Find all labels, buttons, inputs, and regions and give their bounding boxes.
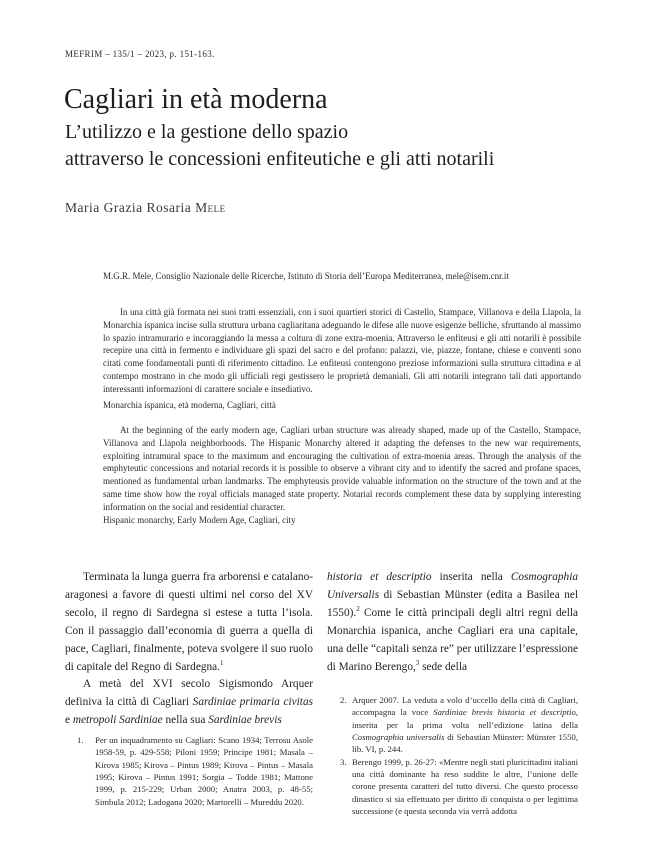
body-right-column bbox=[327, 569, 578, 676]
footnotes-left bbox=[77, 734, 313, 808]
footnote-text: , inserita per la prima volta nell’edizione latina della bbox=[352, 707, 578, 730]
abstract-english: At the beginning of the early modern age, Cagliari urban structure was already shaped, made up of the Castello, Stampace, Villanova and Llapola neighborhoods. The Hispanic Monarchy altered it adapting the defenses to the new war requirements, exploiting intramural space to the maximum and encouraging the cultivation of extra-moenia areas. Through the analysis of the emphyteutic concessions and notarial records it is possible to observe a vibrant city and to identify the sacred and profane spaces, mentioned as fundamental urban landmarks. The emphyteusis provide valuable information on the structure of the town and at the same time show how the royal officials managed state property. Notarial records complement these data by supplying interesting information on the social and residential character. bbox=[103, 425, 581, 512]
paragraph-text: Come le città principali degli altri regni della Monarchia ispanica, anche Cagliari era una capitale, una delle “capitali senza re” per utilizzare l’espressione di Marino Berengo, bbox=[327, 606, 578, 673]
footnote-3 bbox=[340, 756, 578, 818]
italic-phrase: Sardiniae brevis bbox=[208, 714, 282, 727]
italic-phrase: Sardiniae primaria civitas bbox=[192, 696, 313, 709]
subtitle-line-1: L’utilizzo e la gestione dello spazio bbox=[65, 121, 349, 143]
footnote-2 bbox=[340, 694, 578, 756]
paragraph-text: Terminata la lunga guerra fra arborensi e catalano-aragonesi a favore di questi ultimi nel corso del XV secolo, il regno di Sardegna si estese a tutta l’isola. Con il passaggio dall’economia di guerra a quella di pace, Cagliari, finalmente, poteva svolgere il suo ruolo di capitale del Regno di Sardegna. bbox=[65, 571, 313, 673]
footnote-1 bbox=[77, 734, 313, 808]
author-name bbox=[65, 200, 226, 216]
footnote-number: 1. bbox=[77, 735, 84, 745]
body-paragraph-1 bbox=[65, 569, 313, 676]
abstract-italian: In una città già formata nei suoi tratti essenziali, con i suoi quartieri storici di Castello, Stampace, Villanova e della Llapola, la Monarchia ispanica incise sulla struttura urbana cagliaritana adeguando le difese alle nuove esigenze belliche, sfruttando al massimo lo spazio intramurario e incoraggiando la messa a coltura di zone extra-moenia. Attraverso le enfiteusi e gli atti notarili è possibile recepire una città in fermento e individuare gli spazi del sacro e del profano: palazzi, vie, piazze, fontane, chiese e conventi sono citati come fondamentali punti di riferimento cittadino. Le enfiteusi contengono preziose informazioni sulla struttura cittadina e al contempo mostrano in che modo gli ufficiali regi gestissero le proprietà demaniali. Gli atti notarili integrano tali dati apportando interessanti informazioni di carattere sociale e insediativo. bbox=[103, 307, 581, 394]
footnotes-right bbox=[340, 694, 578, 817]
subtitle-line-2: attraverso le concessioni enfiteutiche e gli atti notarili bbox=[65, 148, 495, 170]
italic-phrase: historia et descriptio bbox=[327, 571, 432, 583]
italic-phrase: Sardiniae brevis historia et descriptio bbox=[433, 707, 576, 718]
paragraph-text: sede della bbox=[419, 660, 467, 673]
footnote-number: 2. bbox=[340, 695, 347, 705]
italic-phrase: Cosmographia universalis bbox=[352, 732, 445, 743]
keywords-italian: Monarchia ispanica, età moderna, Cagliari, città bbox=[103, 400, 276, 410]
author-surname: Mele bbox=[195, 200, 226, 215]
author-given-names: Maria Grazia Rosaria bbox=[65, 200, 192, 215]
paragraph-text: e bbox=[65, 714, 73, 727]
body-left-column bbox=[65, 569, 313, 730]
paragraph-text: inserita nella bbox=[431, 571, 511, 583]
footnote-ref-3: 3 bbox=[415, 658, 420, 667]
footnote-text: Arquer 2007. La veduta a volo d’uccello della città di Cagliari, accompagna la voce bbox=[352, 695, 578, 718]
footnote-text: Berengo 1999, p. 26-27: «Mentre negli stati pluricittadini italiani una città dominante ha reso suddite le altre, l’unione delle corone presenta caratteri del tutto diversi. Che questo processo dinastico si sia effettuato per diritto di conquista o per legittima successione (e questa seconda via verrà addotta bbox=[352, 756, 578, 817]
keywords-english: Hispanic monarchy, Early Modern Age, Cagliari, city bbox=[103, 515, 296, 525]
paragraph-text: di Sebastian Münster (edita a Basilea nel 1550). bbox=[327, 588, 578, 619]
footnote-text: Per un inquadramento su Cagliari: Scano 1934; Terrosu Asole 1958-59, p. 429-558; Piloni 1959; Principe 1981; Masala – Kirova 1985; Kirova – Pintus 1989; Kirova – Pintus – Masala 1995; Kirova – Pintus 1991; Sorgia – Todde 1981; Mattone 1999, p. 215-229; Urban 2000; Anatra 2003, p. 48-55; Simbula 2012; Ladogana 2020; Martorelli – Mureddu 2020. bbox=[95, 735, 313, 807]
footnote-ref-1: 1 bbox=[219, 658, 224, 667]
author-affiliation: M.G.R. Mele, Consiglio Nazionale delle Ricerche, Istituto di Storia dell’Europa Mediterranea, mele@isem.cnr.it bbox=[103, 271, 509, 281]
running-head: MEFRIM – 135/1 – 2023, p. 151-163. bbox=[65, 49, 215, 59]
paragraph-text: nella sua bbox=[162, 714, 209, 727]
article-title: Cagliari in età moderna bbox=[64, 84, 328, 115]
paragraph-text: A metà del XVI secolo Sigismondo Arquer definiva la città di Cagliari bbox=[65, 678, 313, 709]
footnote-text: di Sebastian Münster: Münster 1550, lib. VI, p. 244. bbox=[352, 732, 578, 755]
body-paragraph-2-continued bbox=[327, 569, 578, 676]
article-subtitle bbox=[65, 119, 494, 173]
footnote-number: 3. bbox=[340, 756, 347, 767]
footnote-ref-2: 2 bbox=[356, 605, 360, 614]
body-paragraph-2 bbox=[65, 676, 313, 730]
italic-phrase: Cosmographia Universalis bbox=[327, 571, 578, 601]
italic-phrase: metropoli Sardiniae bbox=[72, 714, 163, 727]
